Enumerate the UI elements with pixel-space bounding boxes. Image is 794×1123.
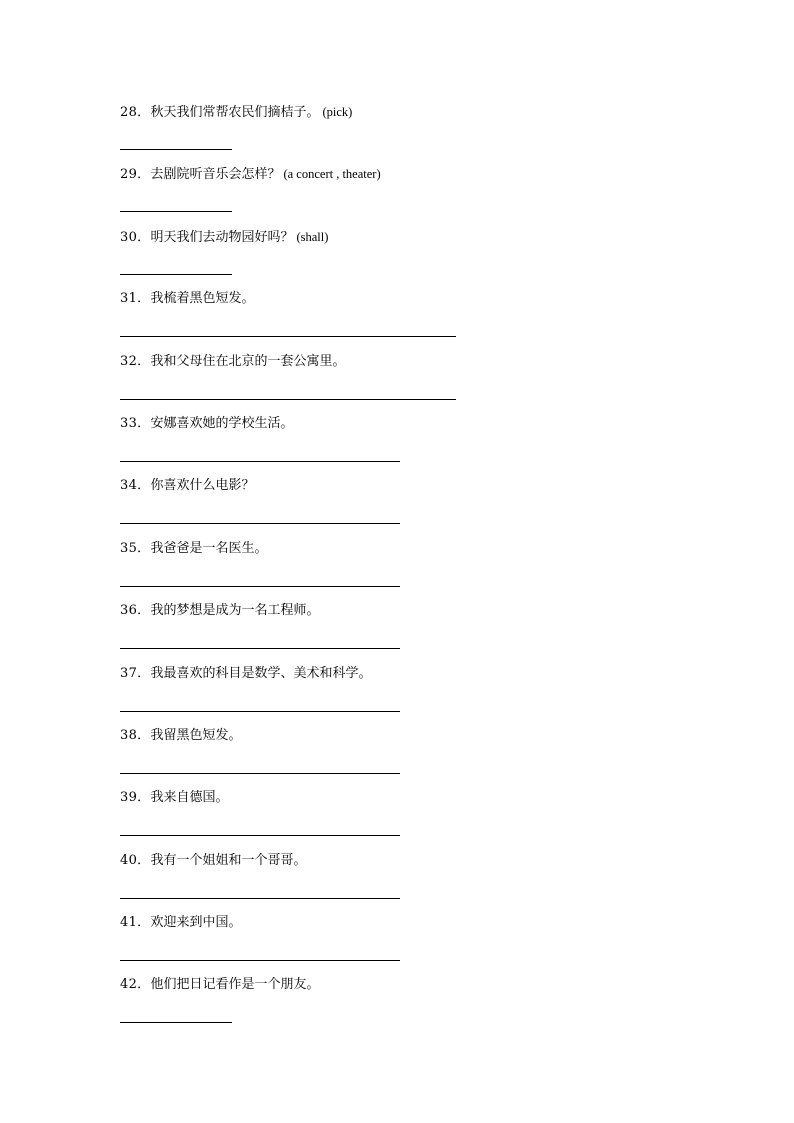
answer-line[interactable] [120, 399, 456, 400]
question-prompt: 我来自德国。 [150, 790, 229, 806]
question-text [120, 352, 345, 372]
question-number: 38． [120, 727, 151, 743]
answer-line[interactable] [120, 960, 400, 961]
question-item [120, 601, 680, 663]
question-number: 42． [120, 977, 151, 993]
answer-line[interactable] [120, 149, 232, 150]
question-number: 34． [120, 478, 151, 494]
question-number: 35． [120, 540, 151, 556]
answer-line[interactable] [120, 1022, 232, 1023]
question-item [120, 102, 680, 164]
answer-line[interactable] [120, 898, 400, 899]
question-item [120, 975, 680, 1037]
question-prompt: 你喜欢什么电影？ [150, 478, 255, 494]
answer-line[interactable] [120, 211, 232, 212]
question-prompt: 欢迎来到中国。 [150, 915, 242, 931]
question-number: 33． [120, 415, 151, 431]
question-text [120, 539, 267, 559]
question-number: 29． [120, 167, 151, 183]
question-text [120, 227, 328, 248]
answer-line[interactable] [120, 274, 232, 275]
question-item [120, 788, 680, 850]
answer-line[interactable] [120, 336, 456, 337]
question-prompt: 我留黑色短发。 [150, 727, 242, 743]
question-prompt: 安娜喜欢她的学校生活。 [150, 415, 294, 431]
question-prompt: 我梳着黑色短发。 [150, 291, 255, 307]
worksheet [120, 102, 680, 1038]
question-prompt: 明天我们去动物园好吗？ [150, 229, 294, 245]
question-item [120, 414, 680, 476]
question-prompt: 他们把日记看作是一个朋友。 [150, 977, 320, 993]
question-item [120, 539, 680, 601]
question-hint: (shall) [296, 229, 329, 244]
question-number: 28． [120, 105, 151, 120]
question-item [120, 913, 680, 975]
question-text [120, 476, 254, 496]
question-text [120, 289, 254, 309]
question-text [120, 164, 381, 185]
question-number: 40． [120, 852, 151, 868]
answer-line[interactable] [120, 835, 400, 836]
question-number: 41． [120, 915, 151, 931]
question-number: 36． [120, 603, 151, 619]
question-item [120, 726, 680, 788]
question-item [120, 352, 680, 414]
question-number: 39． [120, 790, 151, 806]
question-item [120, 227, 680, 289]
answer-line[interactable] [120, 461, 400, 462]
question-prompt: 我有一个姐姐和一个哥哥。 [150, 852, 307, 868]
answer-line[interactable] [120, 773, 400, 774]
question-text [120, 851, 306, 871]
question-text [120, 975, 319, 995]
question-text [120, 913, 241, 933]
question-prompt: 我爸爸是一名医生。 [150, 540, 268, 556]
question-item [120, 289, 680, 351]
question-hint: (a concert , theater) [283, 167, 381, 182]
answer-line[interactable] [120, 711, 400, 712]
question-text [120, 102, 352, 123]
question-item [120, 851, 680, 913]
question-item [120, 164, 680, 226]
question-item [120, 664, 680, 726]
answer-line[interactable] [120, 523, 400, 524]
question-item [120, 476, 680, 538]
question-text [120, 726, 241, 746]
question-number: 31． [120, 291, 151, 307]
question-prompt: 秋天我们常帮农民们摘桔子。 [150, 105, 320, 120]
question-text [120, 414, 293, 434]
answer-line[interactable] [120, 648, 400, 649]
question-prompt: 我最喜欢的科目是数学、美术和科学。 [150, 665, 372, 681]
question-text [120, 788, 228, 808]
question-prompt: 我和父母住在北京的一套公寓里。 [150, 353, 346, 369]
question-text [120, 664, 371, 684]
question-number: 30． [120, 229, 151, 245]
question-prompt: 我的梦想是成为一名工程师。 [150, 603, 320, 619]
question-text [120, 601, 319, 621]
question-hint: (pick) [322, 105, 353, 119]
answer-line[interactable] [120, 586, 400, 587]
question-number: 32． [120, 353, 151, 369]
question-prompt: 去剧院听音乐会怎样？ [150, 167, 281, 183]
question-number: 37． [120, 665, 151, 681]
